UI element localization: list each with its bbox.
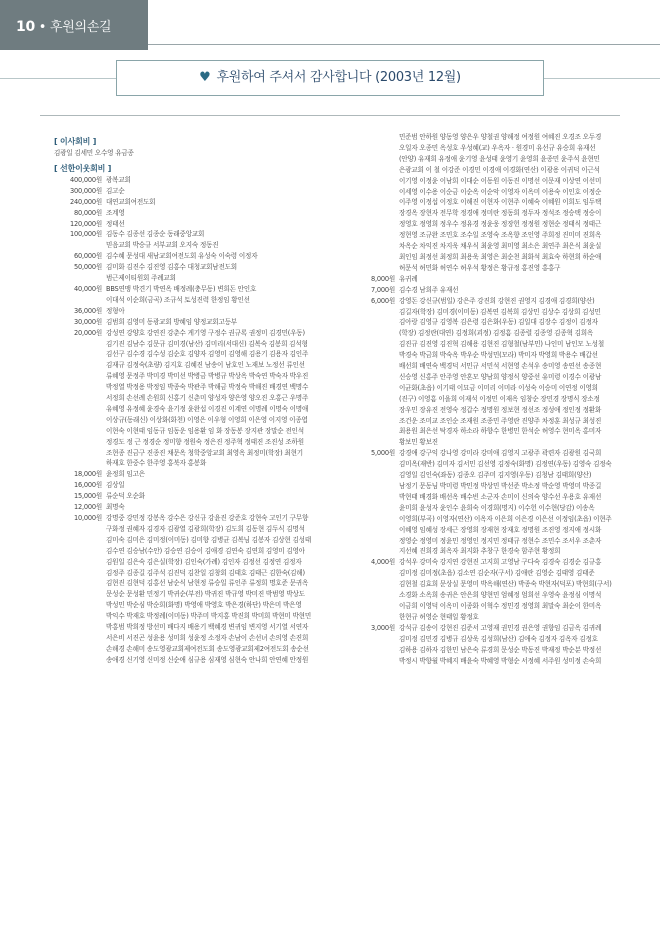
donor-entry	[347, 317, 629, 328]
donor-names: 조건운 조미교 조인순 조재원 조종민 주영란 진양주 차정훈 최성규 최성진	[399, 416, 602, 425]
donation-amount	[347, 492, 399, 503]
donor-entry	[347, 307, 629, 318]
page-title-box	[116, 60, 544, 96]
donor-entry	[54, 349, 336, 360]
donor-names: 이균화(초읍) 이기태 이묘금 이미리 이미라 이성숙 이승미 이연정 이영희	[399, 383, 598, 392]
donor-names: 김현진 김현덕 김홍선 남순식 남현정 류승일 류인주 류정희 명호준 문귀옥	[106, 579, 309, 588]
donor-entry	[347, 601, 629, 612]
donation-amount	[347, 394, 399, 405]
donor-entry	[347, 546, 629, 557]
page-number: 10	[16, 19, 35, 35]
donor-names: 김상일	[106, 481, 125, 490]
donor-names: 정태선	[106, 219, 125, 228]
donor-entry	[347, 645, 629, 656]
donor-entry	[347, 339, 629, 350]
donation-amount	[347, 437, 399, 448]
donor-entry	[347, 557, 629, 568]
donor-names: 최용원 최은선 탁경자 하소라 하향수 한병민 한석순 허영수 현미옥 홍미자	[399, 427, 602, 436]
donor-names: 김원일 김은숙 김은실(학장) 김인숙(가례) 김인자 김정선 김정연 김정자	[106, 557, 302, 566]
donor-names: 이세영 이수용 이순금 이순옥 이순악 이영자 이옥미 이용숙 이인호 이정순	[399, 187, 602, 196]
donor-entry	[54, 557, 336, 568]
donor-names: 유혜영 유정혜 윤경숙 윤기정 윤완섭 이경진 이계연 이명례 이명숙 이명애	[106, 404, 309, 413]
donor-entry	[347, 492, 629, 503]
page-title: 후원하여 주셔서 감사합니다 (2003년 12월)	[216, 70, 461, 85]
donor-names: 윤정희 임고은	[106, 470, 145, 479]
donor-entry	[347, 426, 629, 437]
donor-names: 류순덕 오순화	[106, 492, 145, 501]
donation-amount: 120,000원	[69, 219, 102, 228]
donor-names: 믿음교회 박승규 서부교회 오지숙 정동진	[106, 241, 219, 250]
donor-names: 김수혜 문성대 새남교회여전도회 유성숙 이숙령 이정자	[106, 252, 258, 261]
donation-amount	[54, 611, 106, 622]
donor-names: 서정희 손선례 손원희 신홍기 신춘미 양성자 양은영 양오진 오홍근 우명주	[106, 394, 309, 403]
donor-entry	[347, 197, 629, 208]
donor-names: 장경옥 장현자 전무학 정경애 정미란 정동희 정두자 정석조 정승택 정승이	[399, 209, 602, 218]
donation-amount	[54, 600, 106, 611]
donor-names: 정현영 조규완 조민호 조수일 조영숙 조옥향 조인영 주희정 진미미 진희옥	[399, 231, 602, 240]
donor-entry	[347, 612, 629, 623]
donation-amount: 3,000원	[370, 623, 395, 632]
donor-names: 이금희 이영덕 이옥미 이종화 이혁수 정민경 정영희 최말숙 최순이 한미옥	[399, 601, 602, 610]
donor-names: (학장) 김정란(대연) 김정희(괴정) 김정흠 김종렬 김종영 김종혁 김희옥	[399, 329, 594, 338]
donor-entry	[54, 186, 336, 197]
donor-names: (진구) 이영흠 이을희 이재석 이정민 이재옥 임창순 장민경 장명식 장소정	[399, 394, 600, 403]
donor-names: 강성연 강양호 강연진 강춘수 게기영 구정수 권규록 권정미 김경민(우동)	[106, 328, 305, 337]
donation-amount	[347, 416, 399, 427]
donor-names: 김범희 김영미 동광교회 방혜임 양정교회고등부	[106, 317, 237, 326]
donation-amount	[54, 568, 106, 579]
donation-amount	[347, 176, 399, 187]
donor-names: 김광일 김세민 오수영 유금종	[54, 149, 134, 157]
donation-amount: 50,000원	[73, 263, 102, 272]
donation-amount	[347, 328, 399, 339]
donor-names: 김재규 김정숙(초량) 김지호 김혜진 남송이 남호인 노재보 노정선 류인선	[106, 361, 305, 370]
donor-entry	[347, 361, 629, 372]
donor-entry	[54, 426, 336, 437]
donor-entry	[347, 372, 629, 383]
donor-entry	[347, 274, 629, 285]
donation-amount	[54, 404, 106, 415]
donor-names: 김수연 김승남(수안) 김승연 김승이 김애경 김연숙 김연희 김영미 김영아	[106, 546, 305, 555]
donor-entry	[347, 328, 629, 339]
donor-entry	[54, 295, 336, 306]
donor-names: 지선혜 진희경 최옥자 최지화 추창구 한경숙 함주현 황정희	[399, 547, 561, 556]
donor-entry	[54, 317, 336, 328]
donor-names: 이대석 이순희(금곡) 조규석 토성진력 한정임 황인선	[106, 295, 250, 304]
donation-amount	[347, 154, 399, 165]
donation-amount	[54, 415, 106, 426]
donation-amount	[54, 557, 106, 568]
donor-entry	[347, 176, 629, 187]
donor-names: 김고순	[106, 186, 125, 195]
donation-amount	[347, 197, 399, 208]
donor-entry	[54, 622, 336, 633]
donation-amount	[347, 241, 399, 252]
donor-names: 김미옥(재반) 김미자 김서민 김선영 김정숙(화명) 김정연(우동) 김영숙 김정숙	[399, 460, 612, 469]
donor-names: 박성민 박순심 박순희(화명) 박영애 박영호 박은경(하단) 박은미 박은영	[106, 601, 302, 610]
donor-names: 이주영 이정섭 이정호 이해진 이현자 이현주 이혜숙 이혜원 이희도 임두택	[399, 198, 602, 207]
donor-entry	[347, 394, 629, 405]
donor-names: 김선구 김수경 김수성 김순호 김양자 김영미 김영해 김용기 김용자 김인주	[106, 350, 309, 359]
header-rule	[148, 44, 660, 45]
page-header-tab	[0, 0, 148, 50]
donor-entry	[54, 437, 336, 448]
donor-names: 민준범 안하원 양동영 양은우 양철권 양해정 여정원 여혜진 오경조 오두경	[399, 133, 602, 141]
donation-amount	[347, 656, 399, 667]
donation-amount	[347, 601, 399, 612]
donor-entry	[54, 273, 336, 284]
donation-amount	[347, 219, 399, 230]
donor-names: 류혜영 문정주 박미경 박미선 박병금 박병규 박상옥 박숙연 박숙자 박우진	[106, 372, 309, 381]
donor-names: 송애경 신기영 신미정 신순애 심규용 심재영 심현숙 안나희 안연혜 안정원	[106, 655, 309, 664]
donor-entry	[54, 480, 336, 491]
donation-amount: 80,000원	[73, 208, 102, 217]
donor-names: 강석우 강미숙 강지연 강현진 고지희 고영남 구다숙 김경숙 김경순 김규홍	[399, 558, 602, 567]
donor-names: 황보민 황보진	[399, 438, 438, 447]
donor-entry	[347, 219, 629, 230]
donation-amount: 18,000원	[73, 470, 102, 479]
donation-amount	[54, 644, 106, 655]
donation-amount	[54, 371, 106, 382]
donor-names: 범근제이티원회 주례교회	[106, 274, 176, 283]
donor-entry	[347, 634, 629, 645]
donation-amount	[54, 426, 106, 437]
donor-entry	[347, 263, 629, 274]
donation-amount	[54, 240, 106, 251]
content-rule	[40, 115, 620, 116]
donor-entry	[347, 579, 629, 590]
donor-entry	[347, 536, 629, 547]
donation-amount	[347, 579, 399, 590]
donor-names: 김미화 김진수 김진영 김홍수 대청교회남전도회	[106, 263, 237, 272]
donation-amount: 16,000원	[73, 481, 102, 490]
donation-amount	[347, 503, 399, 514]
donor-entry	[54, 546, 336, 557]
donation-amount	[347, 165, 399, 176]
donation-amount	[347, 426, 399, 437]
donor-entry	[54, 644, 336, 655]
donation-amount	[347, 470, 399, 481]
heart-icon: ♥	[199, 70, 211, 85]
donor-names: 박정열 박정용 박정임 박종숙 박관주 박해금 박정숙 박해진 배경연 백명수	[106, 383, 309, 392]
donor-names: 은광교회 이 철 이강준 이경민 이경애 이경화(연산) 이광용 이귀덕 이근석	[399, 165, 600, 174]
donor-names: 김아랑 김영규 김영복 김은령 김은화(우동) 김일대 김장수 김정이 김정자	[399, 318, 598, 327]
donor-entry	[54, 535, 336, 546]
donor-entry	[54, 382, 336, 393]
donation-amount	[347, 208, 399, 219]
donor-entry	[347, 350, 629, 361]
donor-entry	[54, 175, 336, 186]
donation-amount	[54, 633, 106, 644]
donor-entry	[347, 241, 629, 252]
donor-entry	[54, 633, 336, 644]
donor-names: 김동수 김종선 김종순 동래중앙교회	[106, 230, 205, 239]
donor-names: 강경애 강구익 강나영 강미라 강미애 김영지 고광주 곽련자 김광원 김국희	[399, 449, 602, 458]
donor-names: 문성순 문성환 민정기 박귀순(부전) 박귀진 박규영 박미진 박범영 박상도	[106, 590, 305, 599]
donation-amount	[347, 361, 399, 372]
donation-amount	[347, 230, 399, 241]
donor-entry	[347, 656, 629, 667]
donor-entry	[54, 371, 336, 382]
donor-entry	[347, 296, 629, 307]
donor-entry	[54, 262, 336, 273]
donor-names: 허문석 허민화 허연수 허우석 황정은 황규정 홍진영 홍홍구	[399, 263, 561, 272]
donation-amount	[54, 339, 106, 350]
donor-names: 최인임 최정선 최정희 최용욱 최영은 최순천 최화석 최효숙 하현희 하순애	[399, 252, 602, 261]
donation-amount: 300,000원	[69, 186, 102, 195]
donor-entry	[347, 481, 629, 492]
donor-entry	[347, 525, 629, 536]
donor-names: 정경도 정 근 정경순 정미향 정원숙 정은진 정주혁 정태진 조진성 조하원	[106, 437, 304, 446]
donor-names: 강영돈 강신규(범일) 강은주 강진희 강현진 권영지 김경애 김경희(양산)	[399, 296, 595, 305]
donor-entry	[54, 328, 336, 339]
donor-entry	[54, 568, 336, 579]
donation-amount	[347, 536, 399, 547]
donation-amount: 400,000원	[69, 175, 102, 184]
donation-amount	[347, 612, 399, 623]
donor-names: 강명중 강민정 강봉옥 강수은 강신규 강윤진 강준호 강현숙 고인기 구무향	[106, 514, 309, 522]
donation-amount	[347, 514, 399, 525]
donor-names: 김미정 김민경 김병규 김상욱 김성희(남산) 김애숙 김정자 김옥자 김정호	[399, 634, 598, 643]
donor-names: 김하용 김하자 김한민 남은숙 류경희 문성순 박동진 박재정 박순분 박정선	[399, 645, 602, 654]
donor-entry	[347, 187, 629, 198]
donor-names: 강석규 김송이 강현진 김준서 고영재 권민경 권은영 권향임 김금옥 김귀례	[399, 623, 602, 632]
donation-amount: 7,000원	[370, 285, 395, 294]
donor-entry	[347, 383, 629, 394]
donation-amount	[347, 263, 399, 274]
donor-names: 조계영	[106, 208, 125, 217]
left-column	[54, 132, 336, 666]
donation-amount: 240,000원	[69, 197, 102, 206]
donation-amount	[54, 295, 106, 306]
donor-entry	[54, 284, 336, 295]
donor-names: 박익수 박재호 박정례(이미동) 박주미 박지홍 박진희 박미희 박현미 박현민	[106, 612, 311, 621]
donor-entry	[54, 611, 336, 622]
donor-names: 이혜영 임혜성 장세근 장영희 장재현 장재호 정명원 조진영 정지애 정시화	[399, 525, 602, 534]
section-heading: [ 선한이웃회비 ]	[54, 163, 112, 173]
donation-amount	[347, 383, 399, 394]
donor-entry	[54, 240, 336, 251]
donor-entry	[54, 251, 336, 262]
donor-entry	[347, 437, 629, 448]
donor-names: 이상규(동래신) 이상화(화천) 이영은 이우형 이영희 이은영 이지영 이종엽	[106, 415, 308, 424]
donor-names: 박홍범 박희정 방선미 배다지 배용기 백혜경 변귀임 변지영 서기열 서연자	[106, 623, 309, 632]
donation-amount	[54, 360, 106, 371]
donor-names: 윤미희 윤성자 윤인수 윤희숙 이경희(명지) 이수헌 이수현(당감) 이송옥	[399, 503, 595, 512]
donation-amount: 30,000원	[73, 317, 102, 326]
donation-amount	[54, 448, 106, 459]
donor-names: 오일자 오종민 옥성호 우성혜(교) 우옥자 · 원경미 유선규 유승희 유재선	[399, 143, 596, 152]
donation-amount	[54, 349, 106, 360]
donor-entry	[347, 132, 629, 143]
donation-amount	[54, 273, 106, 284]
donor-entry	[347, 143, 629, 154]
donor-names: 김영일 김인숙(좌동) 김종오 김주미 김지영(우동) 김청남 김태희(양산)	[399, 471, 592, 480]
donor-entry	[54, 502, 336, 513]
donation-amount	[54, 524, 106, 535]
donor-names: 김현철 김효희 문상실 문영미 박옥해(연산) 박종숙 박현자(덕포) 박현희(구서)	[399, 580, 612, 589]
donation-amount: 15,000원	[73, 492, 102, 501]
donor-names: 하재호 한중수 한주영 홍북자 홍봉화	[106, 459, 207, 468]
donor-names: 소경화 소옥희 송귀은 안은희 양현민 엄혜정 엄희선 우영숙 윤정심 이명석	[399, 591, 602, 600]
donor-entry	[347, 230, 629, 241]
donor-names: 장우민 장유진 전영숙 정갑수 정명원 정보현 정선조 정성애 정인정 정환화	[399, 405, 602, 414]
donor-entry	[347, 208, 629, 219]
donation-amount	[347, 525, 399, 536]
donor-names: 한현규 허영순 현태일 황정호	[399, 612, 479, 621]
donation-amount	[54, 622, 106, 633]
donor-entry	[347, 252, 629, 263]
donation-amount: 60,000원	[73, 252, 102, 261]
donation-amount	[54, 589, 106, 600]
section-heading: [ 이사회비 ]	[54, 137, 97, 146]
donor-entry	[347, 503, 629, 514]
donor-names: 김미숙 김미은 김미정(이미동) 김미향 김병균 김복님 김봉자 김상현 김성태	[106, 535, 311, 544]
donation-amount	[54, 458, 106, 469]
donor-names: 이영희(부곡) 이영자(연산) 이옥자 이은희 이은경 이은선 이정임(초읍) 이현주	[399, 514, 612, 523]
donation-amount	[347, 481, 399, 492]
donation-amount	[347, 187, 399, 198]
donation-amount: 4,000원	[370, 558, 395, 567]
donor-names: 조현종 진금구 진종진 채문옥 청학중앙교회 최영옥 최정미(학장) 최현기	[106, 448, 303, 457]
donor-names: BBS연맹 박견기 박연옥 배정례(충무동) 변희돈 안인호	[106, 284, 257, 293]
donor-entry	[347, 405, 629, 416]
donation-amount	[347, 252, 399, 263]
donation-amount	[347, 307, 399, 318]
donor-entry	[347, 590, 629, 601]
donation-amount: 8,000원	[370, 274, 395, 283]
donation-amount: 100,000원	[69, 230, 102, 239]
donation-amount	[347, 568, 399, 579]
donor-entry	[54, 219, 336, 230]
donation-amount: 6,000원	[370, 296, 395, 305]
donation-amount: 5,000원	[370, 449, 395, 458]
donor-entry	[347, 448, 629, 459]
donor-names: 김수경 남희주 유재선	[399, 285, 459, 294]
donation-amount	[54, 655, 106, 666]
donor-entry	[54, 589, 336, 600]
donation-amount	[347, 546, 399, 557]
donor-entry	[347, 568, 629, 579]
donor-entry	[347, 514, 629, 525]
donation-amount	[347, 634, 399, 645]
donor-entry	[54, 513, 336, 524]
donation-amount	[54, 546, 106, 557]
donor-names: 광복교회	[106, 175, 131, 184]
donor-names: 김미정 김미정(초읍) 김소연 김순자(구서) 김애란 김영순 김태영 김태준	[399, 569, 595, 578]
donor-names: 김정주 김종길 김주석 김진덕 김찬일 김창회 김태호 김태근 김한숙(김해)	[106, 568, 305, 577]
donor-names: 이기영 이정윤 이남희 이대순 이동원 이동진 이명선 이문재 이상연 이선미	[399, 176, 602, 185]
donor-entry	[54, 458, 336, 469]
donor-names: 박경숙 박금희 박숙옥 박우순 박성민(모라) 박미자 박영희 박용수 배갑선	[399, 351, 598, 360]
donor-names: 대연교회여전도회	[106, 197, 156, 206]
donor-entry	[54, 229, 336, 240]
donor-entry	[54, 600, 336, 611]
donation-amount	[347, 405, 399, 416]
donor-names: 김진규 김진영 김진혁 김해용 김현진 김형철(남부민) 나인미 남인모 노성철	[399, 340, 604, 349]
donor-names: 김길자(학장) 김미경(이미동) 김복연 김복희 김상민 김상수 김상희 김성민	[399, 307, 601, 316]
donor-entry	[347, 470, 629, 481]
donor-entry	[54, 404, 336, 415]
header-separator: •	[38, 20, 50, 35]
donor-names: 남정기 문동님 박미령 박민정 박상민 박선준 박소정 박순영 박영미 박종길	[399, 482, 602, 490]
donation-amount	[347, 459, 399, 470]
donor-names: 박현태 배경화 배선옥 배수빈 소군자 손미이 신의숙 양수선 우용호 유재선	[399, 492, 602, 501]
donor-entry	[54, 524, 336, 535]
donor-entry	[54, 393, 336, 404]
section-name: 후원의손길	[49, 20, 112, 35]
donor-names: 박정시 박향월 박혜지 배윤숙 박혜영 박형순 서정혜 서주원 성미정 손숙희	[399, 656, 602, 665]
donor-entry	[54, 197, 336, 208]
donor-entry	[54, 415, 336, 426]
donation-amount: 12,000원	[73, 503, 102, 512]
donation-amount	[54, 393, 106, 404]
donation-amount	[347, 143, 399, 154]
donor-names: 정형아	[106, 306, 125, 315]
donor-entry	[347, 459, 629, 470]
donation-amount: 20,000원	[73, 328, 102, 337]
donor-names: (안양) 유재희 유정애 윤기영 윤성태 윤영기 윤영희 윤종민 윤주석 윤현민	[399, 154, 600, 163]
donor-names: 최명숙	[106, 503, 125, 512]
donation-amount	[347, 339, 399, 350]
donation-amount	[347, 590, 399, 601]
donor-names: 유귀례	[399, 274, 418, 283]
donor-names: 정영순 정영미 정윤민 정영인 정지민 정태규 정현수 조민수 조서우 조춘자	[399, 536, 602, 545]
donation-amount	[54, 382, 106, 393]
donation-amount	[54, 535, 106, 546]
donor-entry	[54, 208, 336, 219]
donor-names: 정영호 정영희 정우수 정유경 정윤웅 정장헌 정정원 정현순 정태식 정태근	[399, 220, 602, 229]
donation-amount: 10,000원	[73, 514, 102, 522]
donor-entry	[347, 285, 629, 296]
donation-amount: 36,000원	[73, 306, 102, 315]
right-column	[347, 132, 629, 666]
donation-amount	[54, 578, 106, 589]
donation-amount: 40,000원	[73, 284, 102, 293]
donor-entry	[54, 469, 336, 480]
donor-entry	[54, 360, 336, 371]
donation-amount	[347, 372, 399, 383]
donation-amount	[347, 645, 399, 656]
donor-entry	[347, 623, 629, 634]
donor-entry	[54, 655, 336, 666]
donor-entry	[347, 416, 629, 427]
donor-names: 서은비 서진곤 성윤용 성미희 성윤정 소정자 손남이 손선녀 손의영 손진희	[106, 633, 309, 642]
donor-entry	[54, 306, 336, 317]
donor-entry	[347, 165, 629, 176]
donor-entry	[347, 154, 629, 165]
donor-names: 신승영 신홍주 안주영 안혼모 양남희 양정식 양중선 유미령 이경수 이광남	[399, 372, 602, 381]
donor-names: 차옥순 차익진 차지욱 채우식 최윤영 최미영 최소은 최연주 최은식 최윤실	[399, 242, 602, 251]
donor-entry	[54, 448, 336, 459]
donor-entry	[54, 578, 336, 589]
donor-names: 손해경 손해미 송도영광교회제여전도회 송도영광교회제2여전도회 송순선	[106, 644, 309, 653]
donation-amount	[347, 317, 399, 328]
donor-entry	[54, 491, 336, 502]
donor-names: 구화정 권혜자 김경자 김광열 김광희(학장) 김도희 김동현 김두식 김명석	[106, 524, 305, 533]
donor-names: 배선희 배연숙 백경덕 서민규 서민석 서현영 손석우 송미영 송연선 송종현	[399, 362, 602, 371]
donor-names: 김기진 김남수 김문규 김미경(남산) 김미리(서대신) 김복숙 김봉희 김석형	[106, 339, 308, 348]
donation-amount	[347, 350, 399, 361]
donor-names: 이현숙 이현태 임동규 임동운 임용환 임 화 장동봉 장지관 장말순 전인석	[106, 426, 304, 435]
donor-entry	[54, 339, 336, 350]
donation-amount	[54, 437, 106, 448]
donation-amount	[347, 132, 399, 143]
